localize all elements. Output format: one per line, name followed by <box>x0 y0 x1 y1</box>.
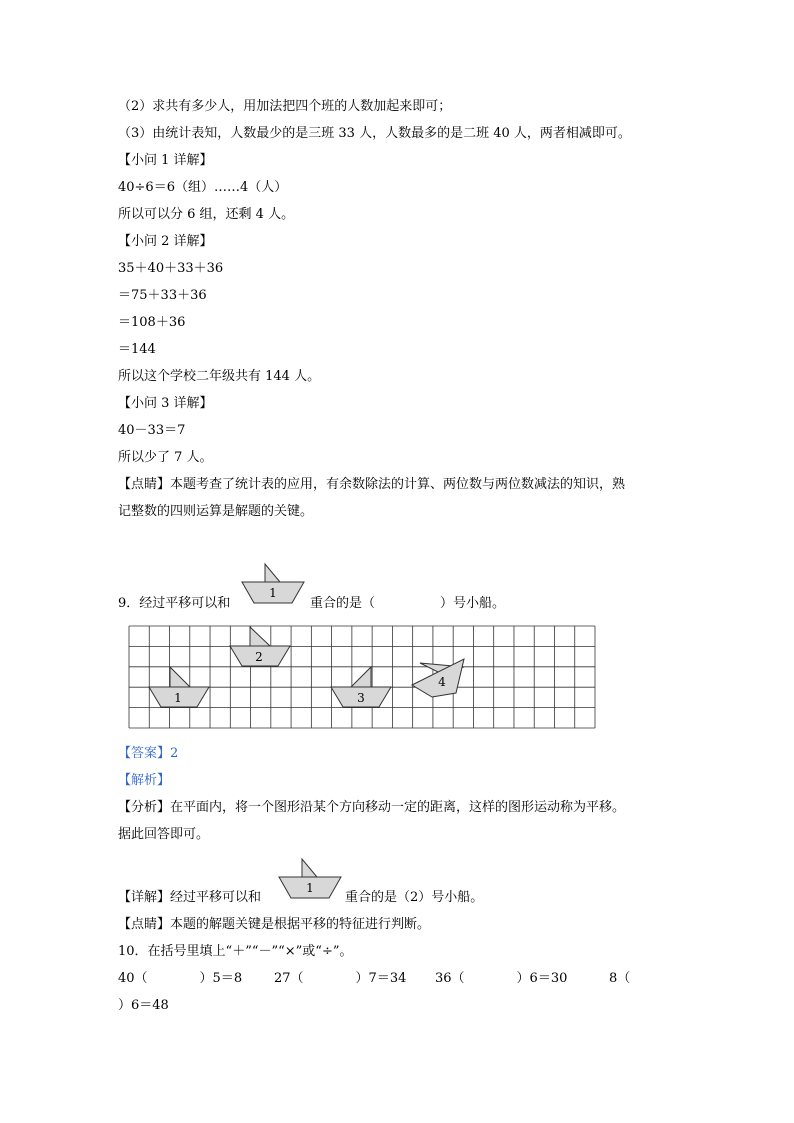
text-line: 40－33＝7 <box>118 423 186 438</box>
text-line: ＝75＋33＋36 <box>118 288 207 303</box>
analysis-text: 据此回答即可。 <box>118 827 210 842</box>
comment-line: 【点睛】本题的解题关键是根据平移的特征进行判断。 <box>118 917 431 932</box>
svg-text:4: 4 <box>438 675 446 689</box>
text-line: 40÷6＝6（组）……4（人） <box>118 180 288 195</box>
equation-4-start: 8（ <box>609 971 631 986</box>
boat-1-reference-icon <box>240 562 306 606</box>
text-line: 35＋40＋33＋36 <box>118 261 224 276</box>
comment-line: 【点睛】本题考查了统计表的应用，有余数除法的计算、两位数与两位数减法的知识，熟 <box>118 477 626 492</box>
text-line: ＝108＋36 <box>118 315 186 330</box>
section-heading: 【小问 1 详解】 <box>118 153 213 168</box>
text-line: （2）求共有多少人，用加法把四个班的人数加起来即可； <box>118 99 452 114</box>
svg-text:1: 1 <box>174 691 182 705</box>
section-heading: 【小问 3 详解】 <box>118 396 213 411</box>
boat-1-detail-icon <box>277 857 343 901</box>
section-heading: 【小问 2 详解】 <box>118 234 213 249</box>
equation-1: 40（ ）5＝8 <box>118 971 243 986</box>
text-line: 所以可以分 6 组，还剩 4 人。 <box>118 207 295 222</box>
analysis-heading: 【解析】 <box>118 773 171 788</box>
svg-text:1: 1 <box>269 586 277 600</box>
boat-1 <box>149 667 209 707</box>
comment-line: 记整数的四则运算是解题的关键。 <box>118 504 314 519</box>
detail-prefix: 【详解】经过平移可以和 <box>118 890 262 905</box>
svg-text:2: 2 <box>255 650 263 664</box>
boat-4 <box>412 659 464 697</box>
boat-grid-figure <box>128 625 596 729</box>
text-line: ＝144 <box>118 342 156 357</box>
detail-suffix: 重合的是（2）号小船。 <box>345 890 484 905</box>
equation-4-end: ）6＝48 <box>118 998 169 1013</box>
question-9-suffix: 重合的是（ ）号小船。 <box>310 596 506 611</box>
equation-2: 27（ ）7＝34 <box>274 971 407 986</box>
question-10-title: 10．在括号里填上“＋”“－”“×”或“÷”。 <box>118 944 353 959</box>
boat-3 <box>331 667 391 707</box>
svg-text:1: 1 <box>306 881 314 895</box>
text-line: 所以这个学校二年级共有 144 人。 <box>118 369 321 384</box>
analysis-text: 【分析】在平面内，将一个图形沿某个方向移动一定的距离，这样的图形运动称为平移。 <box>118 800 626 815</box>
answer-line: 【答案】2 <box>118 746 179 761</box>
svg-text:3: 3 <box>357 691 365 705</box>
text-line: 所以少了 7 人。 <box>118 450 213 465</box>
question-9-prefix: 9．经过平移可以和 <box>118 596 231 611</box>
equation-3: 36（ ）6＝30 <box>435 971 568 986</box>
text-line: （3）由统计表知，人数最少的是三班 33 人，人数最多的是二班 40 人，两者相减即可。 <box>118 126 631 141</box>
boat-2 <box>230 627 290 666</box>
